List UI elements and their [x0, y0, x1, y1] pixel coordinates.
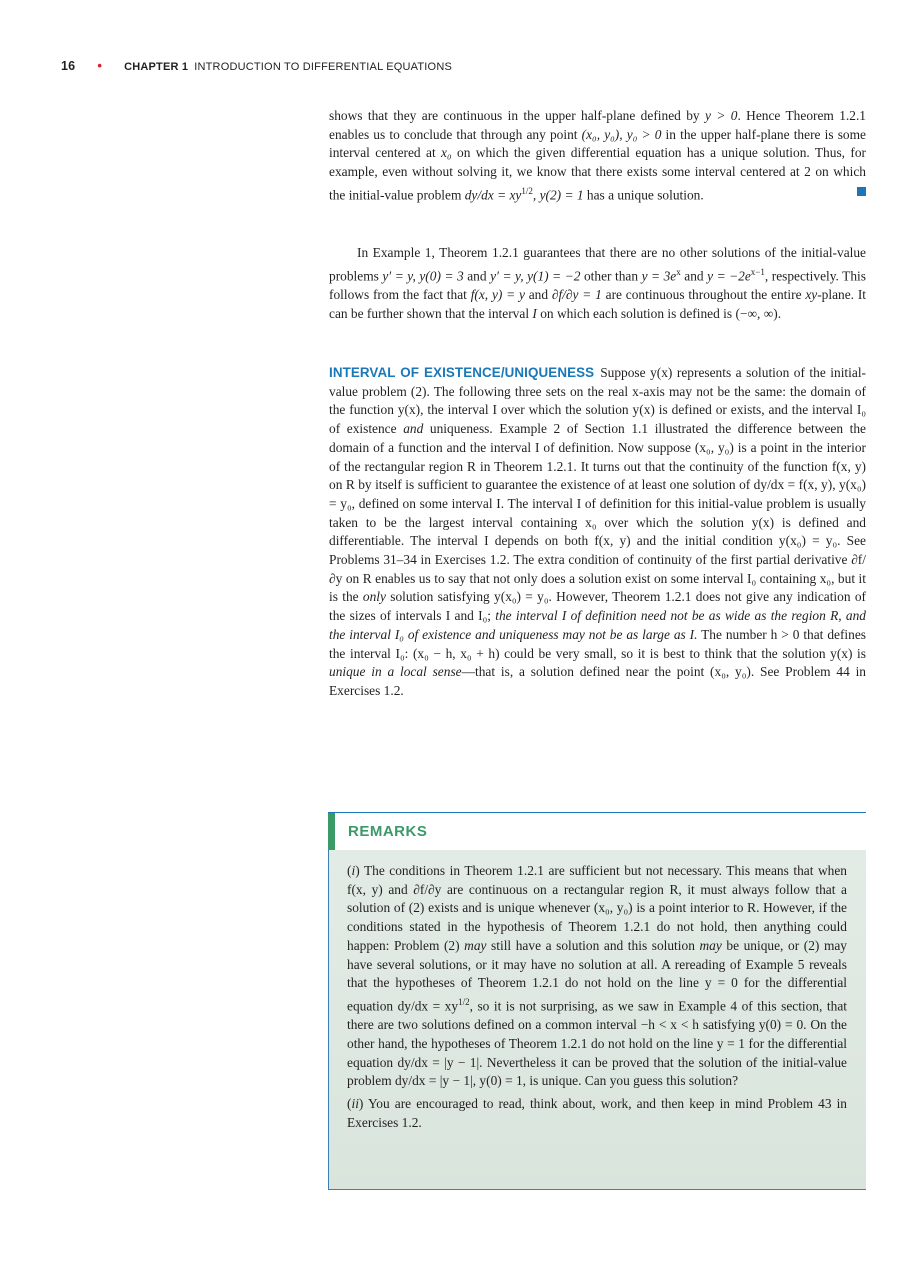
- section-heading: INTERVAL OF EXISTENCE/UNIQUENESS: [329, 365, 595, 380]
- remarks-accent-bar: [328, 813, 335, 851]
- chapter-label: CHAPTER 1: [124, 61, 189, 73]
- end-of-example-square-icon: [857, 187, 866, 196]
- page-number: 16: [61, 59, 76, 73]
- remarks-title: REMARKS: [348, 823, 428, 840]
- section-interval-existence: [329, 364, 866, 701]
- remark-item: (i) The conditions in Theorem 1.2.1 are sufficient but not necessary. This means that when f(x, y) and ∂f/∂y are continuous on a rectangular region R, it must always follow that a solution of (2) exists and is unique whenever (x₀, y₀) is a point interior to R. However, if the conditions stated in the hypothesis of Theorem 1.2.1 do not hold, then anything could happen: Problem (2) may still have a solution and this solution may be unique, or (2) may have several solutions, or it may have no solution at all. A rereading of Example 5 reveals that the hypotheses of Theorem 1.2.1 do not hold on the line y = 0 for the differential equation $dy/dx = xy^{1/2}$, so it is not surprising, as we saw in Example 4 of this section, that there are two solutions defined on a common interval −h < x < h satisfying y(0) = 0. On the other hand, the hypotheses of Theorem 1.2.1 do not hold on the line y = 1 for the differential equation dy/dx = |y − 1|. Nevertheless it can be proved that the solution of the initial-value problem dy/dx = |y − 1|, y(0) = 1, is unique. Can you guess this solution?: [347, 863, 847, 1089]
- header-bullet: •: [97, 58, 103, 73]
- paragraph-text: In Example 1, Theorem 1.2.1 guarantees that there are no other solutions of the initial-value problems y′ = y, y(0) = 3 and y′ = y, y(1) = −2 other than $y = 3e^x$ and $y = -2e^{x-1}$, respectively. This follows from the fact that f(x, y) = y and ∂f/∂y = 1 are continuous throughout the entire xy-plane. It can be further shown that the interval I on which each solution is defined is (−∞, ∞).: [329, 245, 866, 321]
- paragraph-example-note: [329, 244, 866, 323]
- remark-item: (ii) You are encouraged to read, think about, work, and then keep in mind Problem 43 in Exercises 1.2.: [347, 1095, 848, 1130]
- running-header: [61, 58, 452, 73]
- remarks-body: [347, 862, 847, 1136]
- remarks-header-bar: [328, 812, 866, 851]
- chapter-title: INTRODUCTION TO DIFFERENTIAL EQUATIONS: [194, 61, 452, 73]
- paragraph-text: INTERVAL OF EXISTENCE/UNIQUENESS Suppose y(x) represents a solution of the initial-value problem (2). The following three sets on the real x-axis may not be the same: the domain of the function y(x), the interval I over which the solution y(x) is defined or exists, and the interval I₀ of existence and uniqueness. Example 2 of Section 1.1 illustrated the difference between the domain of a function and the interval I of definition. Now suppose (x₀, y₀) is a point in the interior of the rectangular region R in Theorem 1.2.1. It turns out that the continuity of the function f(x, y) on R by itself is sufficient to guarantee the existence of at least one solution of dy/dx = f(x, y), y(x₀) = y₀, defined on some interval I. The interval I of definition for this initial-value problem is usually taken to be the largest interval containing x₀ over which the solution y(x) is defined and differentiable. The interval I depends on both f(x, y) and the initial condition y(x₀) = y₀. See Problems 31–34 in Exercises 1.2. The extra condition of continuity of the first partial derivative ∂f/∂y on R enables us to say that not only does a solution exist on some interval I₀ containing x₀, but it is the only solution satisfying y(x₀) = y₀. However, Theorem 1.2.1 does not give any indication of the sizes of intervals I and I₀; the interval I of definition need not be as wide as the region R, and the interval I₀ of existence and uniqueness may not be as large as I. The number h > 0 that defines the interval I₀: (x₀ − h, x₀ + h) could be very small, so it is best to think that the solution y(x) is unique in a local sense—that is, a solution defined near the point (x₀, y₀). See Problem 44 in Exercises 1.2.: [329, 365, 866, 698]
- paragraph-continuation: [329, 107, 866, 205]
- paragraph-text: shows that they are continuous in the upper half-plane defined by y > 0. Hence Theorem 1.2.1 enables us to conclude that through any point (x₀, y₀), y₀ > 0 in the upper half-plane there is some interval centered at x₀ on which the given differential equation has a unique solution. Thus, for example, even without solving it, we know that there exists some interval centered at 2 on which the initial-value problem $dy/dx = xy^{1/2}$, y(2) = 1 has a unique solution.: [329, 108, 867, 203]
